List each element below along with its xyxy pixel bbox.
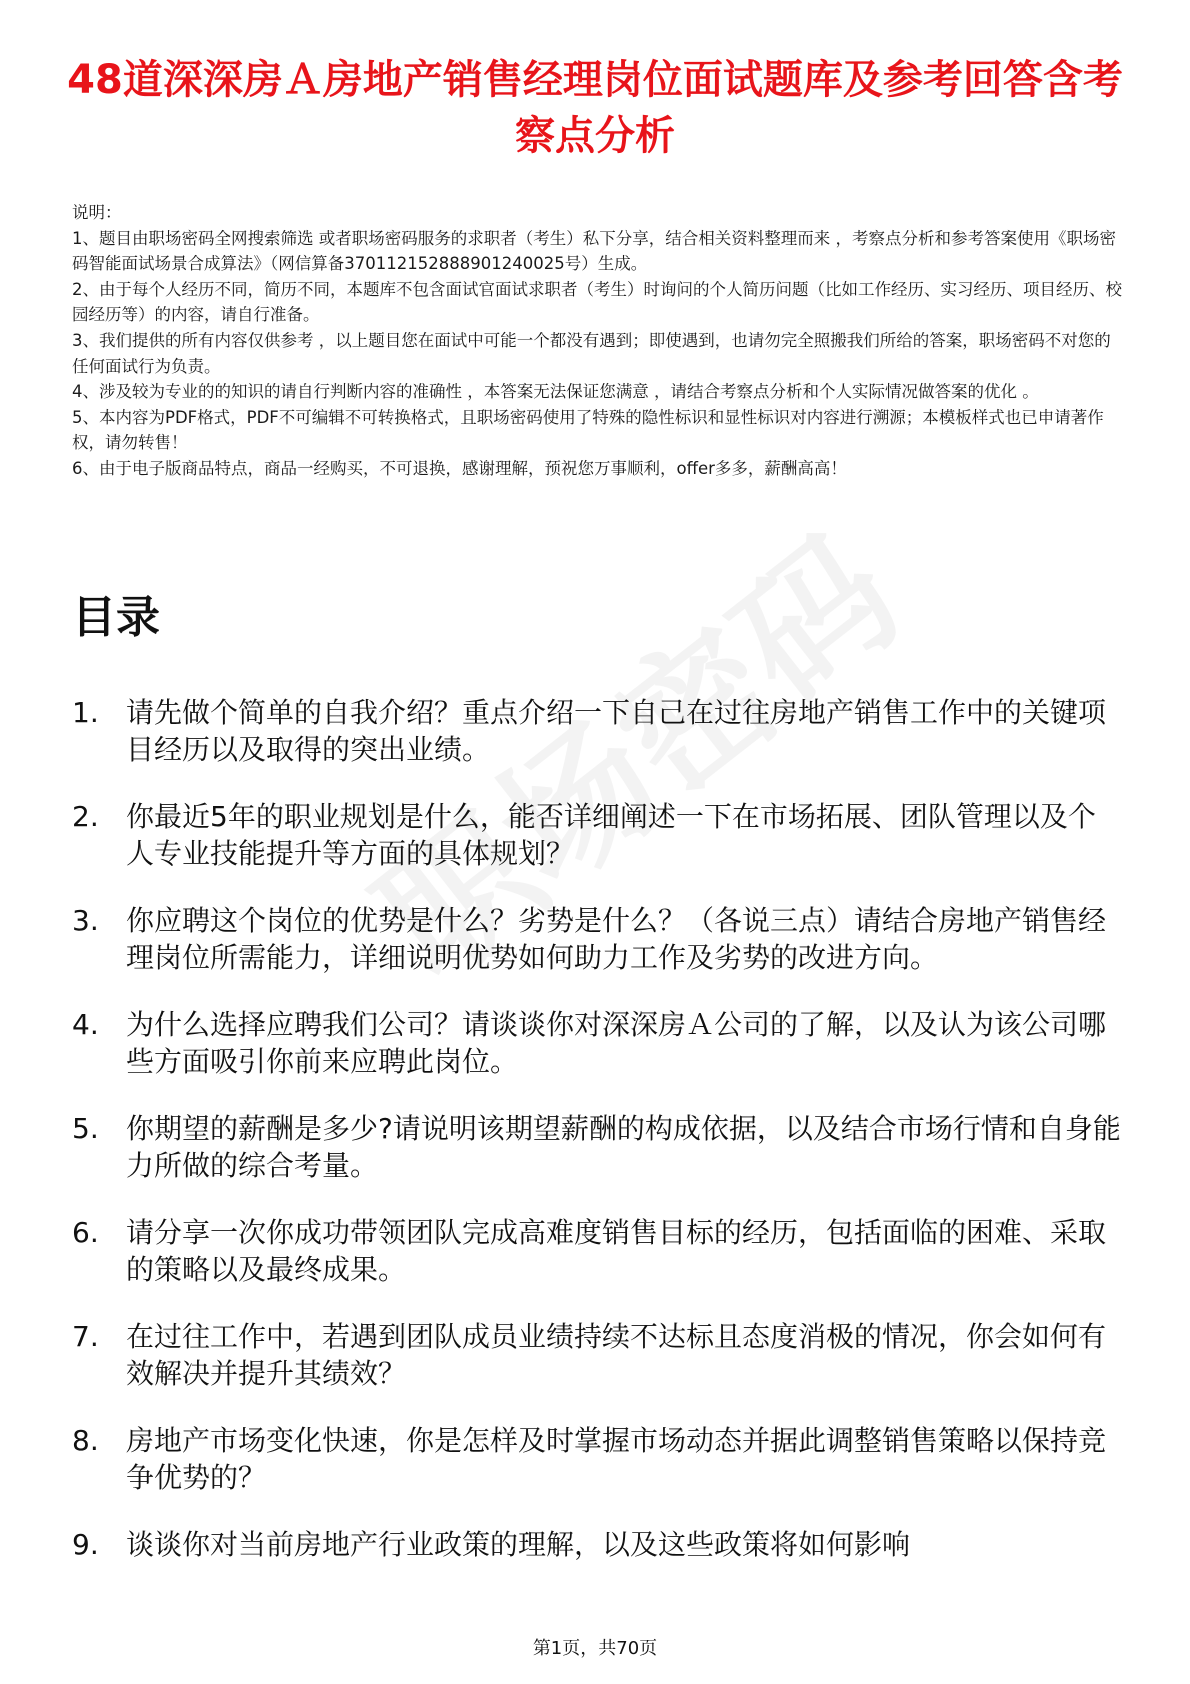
toc-item-number: 7. <box>72 1320 99 1353</box>
notes-heading: 说明： <box>72 203 122 222</box>
toc-item-text: 为什么选择应聘我们公司？请谈谈你对深深房Ａ公司的了解，以及认为该公司哪些方面吸引你前来应聘此岗位。 <box>126 1008 1107 1078</box>
notes-section <box>72 200 1122 482</box>
note-item: 6、由于电子版商品特点，商品一经购买，不可退换，感谢理解，预祝您万事顺利，offer多多，薪酬高高！ <box>72 458 847 478</box>
toc-heading: 目录 <box>72 592 160 643</box>
toc-item-number: 2. <box>72 800 99 833</box>
toc-item-text: 请先做个简单的自我介绍？重点介绍一下自己在过往房地产销售工作中的关键项目经历以及取得的突出业绩。 <box>126 696 1107 766</box>
toc-item-number: 6. <box>72 1216 99 1249</box>
toc-item-number: 4. <box>72 1008 99 1041</box>
toc-item-text: 请分享一次你成功带领团队完成高难度销售目标的经历，包括面临的困难、采取的策略以及最终成果。 <box>126 1216 1107 1286</box>
toc-item-text: 你最近5年的职业规划是什么，能否详细阐述一下在市场拓展、团队管理以及个人专业技能提升等方面的具体规划？ <box>126 800 1096 870</box>
note-item: 3、我们提供的所有内容仅供参考 ，以上题目您在面试中可能一个都没有遇到；即使遇到，也请勿完全照搬我们所给的答案，职场密码不对您的任何面试行为负责。 <box>72 330 1111 376</box>
toc-item[interactable] <box>72 1110 1122 1184</box>
page-title: 48道深深房Ａ房地产销售经理岗位面试题库及参考回答含考察点分析 <box>67 57 1123 159</box>
toc-item-number: 1. <box>72 696 99 729</box>
note-item: 1、题目由职场密码全网搜索筛选 或者职场密码服务的求职者（考生）私下分享，结合相关资料整理而来 ，考察点分析和参考答案使用《职场密码智能面试场景合成算法》（网信算备370112152888901240025号）生成。 <box>72 228 1116 274</box>
toc-item-number: 5. <box>72 1112 99 1145</box>
note-item: 4、涉及较为专业的的知识的请自行判断内容的准确性 ，本答案无法保证您满意 ，请结合考察点分析和个人实际情况做答案的优化 。 <box>72 382 1039 402</box>
toc-item-text: 你应聘这个岗位的优势是什么？劣势是什么？（各说三点）请结合房地产销售经理岗位所需能力，详细说明优势如何助力工作及劣势的改进方向。 <box>126 904 1107 974</box>
toc-item-text: 房地产市场变化快速，你是怎样及时掌握市场动态并据此调整销售策略以保持竞争优势的？ <box>126 1424 1107 1494</box>
toc-item-text: 在过往工作中，若遇到团队成员业绩持续不达标且态度消极的情况，你会如何有效解决并提升其绩效？ <box>126 1320 1107 1390</box>
note-item: 2、由于每个人经历不同，简历不同，本题库不包含面试官面试求职者（考生）时询问的个人简历问题（比如工作经历、实习经历、项目经历、校园经历等）的内容，请自行准备。 <box>72 279 1122 325</box>
toc-item-text: 谈谈你对当前房地产行业政策的理解，以及这些政策将如何影响 <box>126 1528 911 1561</box>
note-item: 5、本内容为PDF格式，PDF不可编辑不可转换格式，且职场密码使用了特殊的隐性标识和显性标识对内容进行溯源；本模板样式也已申请著作权，请勿转售！ <box>72 407 1104 453</box>
toc-item[interactable] <box>72 1526 1122 1563</box>
toc-item[interactable] <box>72 1214 1122 1288</box>
toc-item-number: 9. <box>72 1528 99 1561</box>
toc-item[interactable] <box>72 1318 1122 1392</box>
toc-list <box>72 694 1122 1593</box>
toc-item[interactable] <box>72 798 1122 872</box>
toc-item[interactable] <box>72 1422 1122 1496</box>
toc-item-number: 8. <box>72 1424 99 1457</box>
toc-item[interactable] <box>72 1006 1122 1080</box>
toc-item-number: 3. <box>72 904 99 937</box>
toc-item[interactable] <box>72 694 1122 768</box>
toc-item-text: 你期望的薪酬是多少?请说明该期望薪酬的构成依据，以及结合市场行情和自身能力所做的综合考量。 <box>126 1112 1121 1182</box>
toc-item[interactable] <box>72 902 1122 976</box>
page-footer: 第1页，共70页 <box>532 1638 658 1659</box>
